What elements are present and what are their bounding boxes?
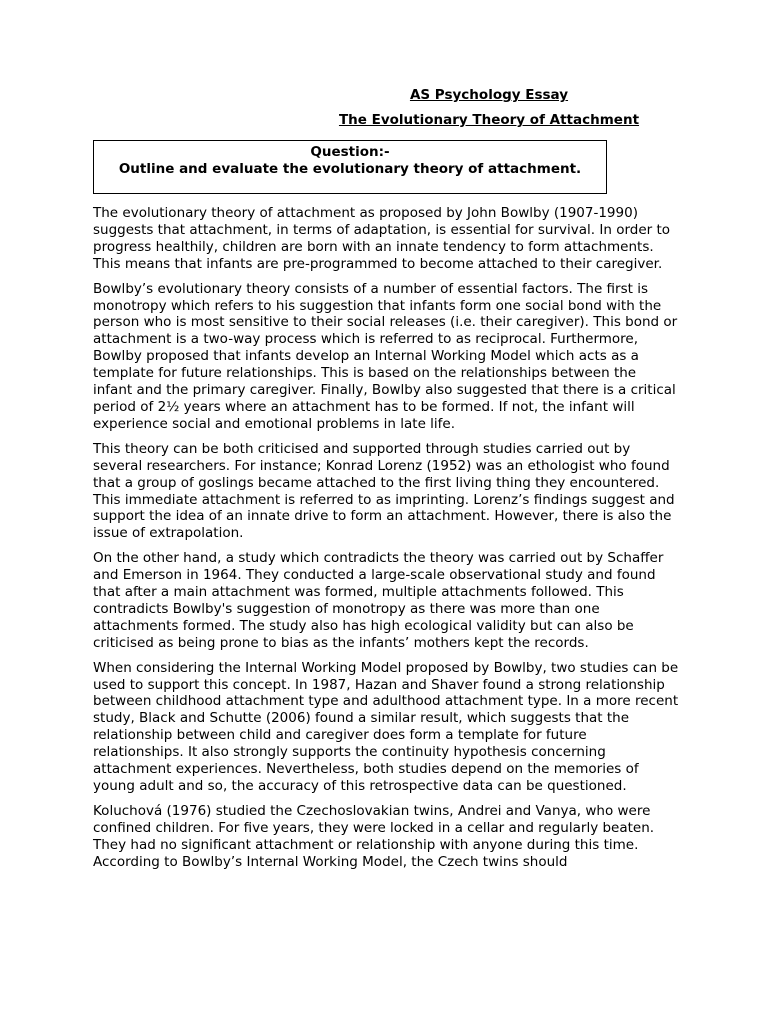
question-text: Outline and evaluate the evolutionary theory of attachment.: [118, 161, 582, 177]
paragraph: The evolutionary theory of attachment as proposed by John Bowlby (1907-1990) suggests that attachment, in terms of adaptation, is essential for survival. In order to progress healthily, children are born with an innate tendency to form attachments. This means that infants are pre-programmed to become attached to their caregiver.: [93, 205, 671, 272]
essay-body: [93, 205, 679, 879]
question-label: Question:-: [310, 144, 390, 160]
question-box: [93, 140, 607, 194]
essay-title: AS Psychology Essay: [409, 87, 569, 103]
paragraph: Bowlby’s evolutionary theory consists of a number of essential factors. The first is monotropy which refers to his suggestion that infants form one social bond with the person who is most sensitive to their social releases (i.e. their caregiver). This bond or attachment is a two-way process which is referred to as reciprocal. Furthermore, Bowlby proposed that infants develop an Internal Working Model which acts as a template for future relationships. This is based on the relationships between the infant and the primary caregiver. Finally, Bowlby also suggested that there is a critical period of 2½ years where an attachment has to be formed. If not, the infant will experience social and emotional problems in late life.: [93, 280, 678, 432]
essay-subtitle: The Evolutionary Theory of Attachment: [338, 112, 640, 128]
paragraph: On the other hand, a study which contradicts the theory was carried out by Schaffer and Emerson in 1964. They conducted a large-scale observational study and found that after a main attachment was formed, multiple attachments followed. This contradicts Bowlby's suggestion of monotropy as there was more than one attachments formed. The study also has high ecological validity but can also be criticised as being prone to bias as the infants’ mothers kept the records.: [93, 550, 664, 651]
paragraph: Koluchová (1976) studied the Czechoslovakian twins, Andrei and Vanya, who were confined children. For five years, they were locked in a cellar and regularly beaten. They had no significant attachment or relationship with anyone during this time. According to Bowlby’s Internal Working Model, the Czech twins should: [93, 802, 655, 870]
paragraph: When considering the Internal Working Model proposed by Bowlby, two studies can be used to support this concept. In 1987, Hazan and Shaver found a strong relationship between childhood attachment type and adulthood attachment type. In a more recent study, Black and Schutte (2006) found a similar result, which suggests that the relationship between child and caregiver does form a template for future relationships. It also strongly supports the continuity hypothesis concerning attachment experiences. Nevertheless, both studies depend on the memories of young adult and so, the accuracy of this retrospective data can be questioned.: [93, 659, 679, 794]
paragraph: This theory can be both criticised and supported through studies carried out by several researchers. For instance; Konrad Lorenz (1952) was an ethologist who found that a group of goslings became attached to the first living thing they encountered. This immediate attachment is referred to as imprinting. Lorenz’s findings suggest and support the idea of an innate drive to form an attachment. However, there is also the issue of extrapolation.: [93, 440, 675, 542]
